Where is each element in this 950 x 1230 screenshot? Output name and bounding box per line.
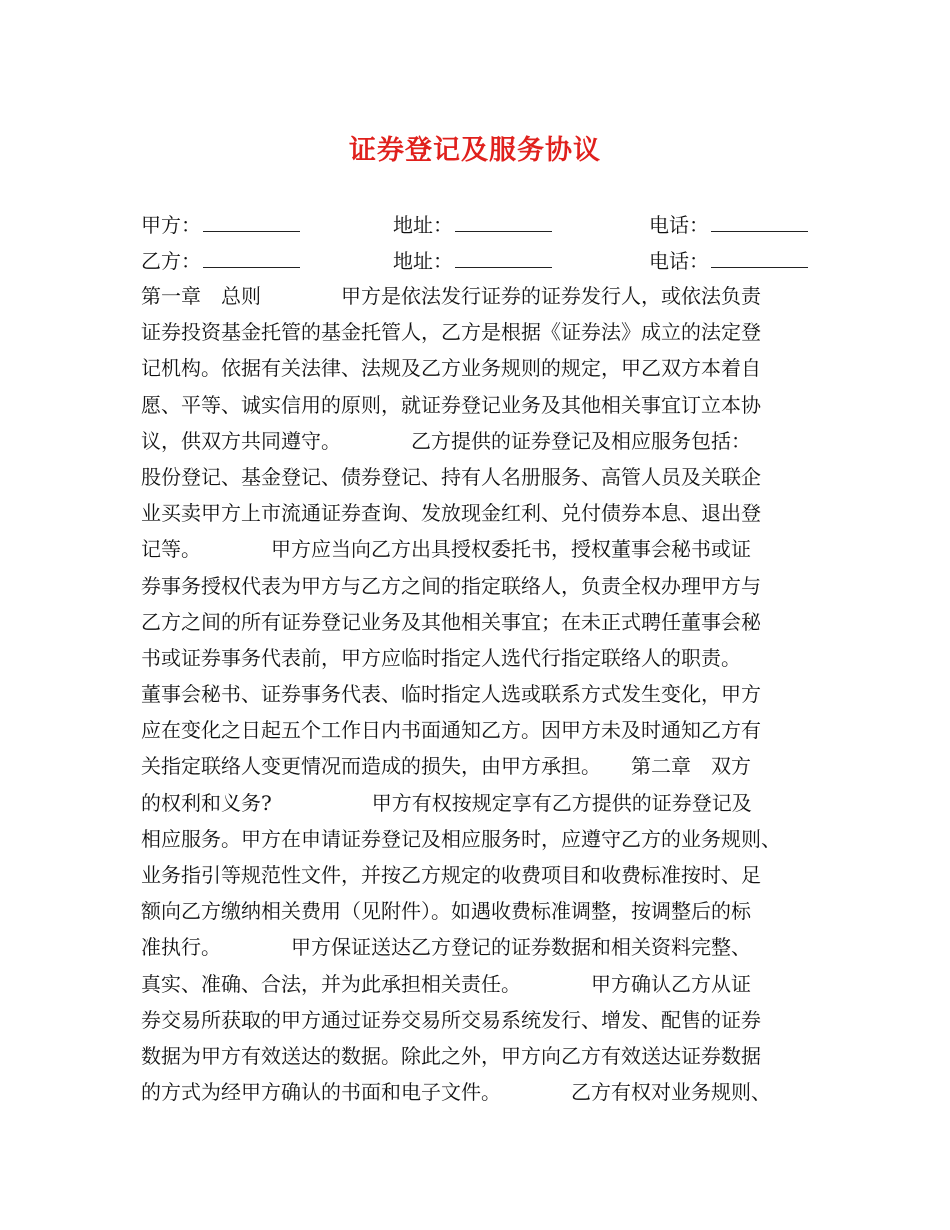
body-line: 数据为甲方有效送达的数据。除此之外，甲方向乙方有效送达证券数据 <box>141 1043 761 1068</box>
body-line: 关指定联络人变更情况而造成的损失，由甲方承担。 第二章 双方 <box>141 754 751 779</box>
party-a-phone-blank <box>711 206 808 232</box>
party-b-label: 乙方： <box>141 249 201 273</box>
body-line: 愿、平等、诚实信用的原则，就证券登记业务及其他相关事宜订立本协 <box>141 392 761 417</box>
body-line: 证券投资基金托管的基金托管人，乙方是根据《证券法》成立的法定登 <box>141 320 761 345</box>
party-b-phone-label: 电话： <box>649 249 709 273</box>
body-line: 准执行。 甲方保证送达乙方登记的证券数据和相关资料完整、 <box>141 935 751 960</box>
party-a-label: 甲方： <box>141 213 201 237</box>
party-b-phone-blank <box>711 242 808 268</box>
body-line: 券事务授权代表为甲方与乙方之间的指定联络人，负责全权办理甲方与 <box>141 573 761 598</box>
party-a-phone-label: 电话： <box>649 213 709 237</box>
body-line: 的方式为经甲方确认的书面和电子文件。 乙方有权对业务规则、 <box>141 1080 771 1105</box>
body-line: 业买卖甲方上市流通证券查询、发放现金红利、兑付债券本息、退出登 <box>141 501 761 526</box>
party-row-a <box>141 206 813 242</box>
body-line: 乙方之间的所有证券登记业务及其他相关事宜；在未正式聘任董事会秘 <box>141 609 761 634</box>
party-a-phone-field <box>649 206 808 243</box>
party-a-blank <box>203 206 300 232</box>
body-line: 应在变化之日起五个工作日内书面通知乙方。因甲方未及时通知乙方有 <box>141 718 761 743</box>
body-line: 券交易所获取的甲方通过证券交易所交易系统发行、增发、配售的证券 <box>141 1007 761 1032</box>
party-a-address-blank <box>455 206 552 232</box>
party-row-b <box>141 242 813 278</box>
party-b-address-label: 地址： <box>393 249 453 273</box>
body-line: 相应服务。甲方在申请证券登记及相应服务时，应遵守乙方的业务规则、 <box>141 826 781 851</box>
party-a-address-label: 地址： <box>393 213 453 237</box>
party-b-phone-field <box>649 242 808 279</box>
body-line: 书或证券事务代表前，甲方应临时指定人选代行指定联络人的职责。 <box>141 645 741 670</box>
body-line: 真实、准确、合法，并为此承担相关责任。 甲方确认乙方从证 <box>141 971 751 996</box>
body-line: 额向乙方缴纳相关费用（见附件）。如遇收费标准调整，按调整后的标 <box>141 899 751 924</box>
party-a-address-field <box>393 206 552 243</box>
agreement-body <box>141 278 813 1110</box>
body-line: 董事会秘书、证券事务代表、临时指定人选或联系方式发生变化，甲方 <box>141 682 761 707</box>
body-line: 记等。 甲方应当向乙方出具授权委托书，授权董事会秘书或证 <box>141 537 751 562</box>
body-line: 议，供双方共同遵守。 乙方提供的证券登记及相应服务包括： <box>141 428 751 453</box>
party-b-blank <box>203 242 300 268</box>
body-line: 第一章 总则 甲方是依法发行证券的证券发行人，或依法负责 <box>141 284 761 308</box>
party-b-address-blank <box>455 242 552 268</box>
document-title: 证券登记及服务协议 <box>349 135 601 166</box>
party-info-table <box>141 206 813 278</box>
body-line: 股份登记、基金登记、债券登记、持有人名册服务、高管人员及关联企 <box>141 464 761 489</box>
body-line: 记机构。依据有关法律、法规及乙方业务规则的规定，甲乙双方本着自 <box>141 356 761 381</box>
party-b-field <box>141 242 300 279</box>
body-line: 业务指引等规范性文件，并按乙方规定的收费项目和收费标准按时、足 <box>141 863 761 887</box>
body-line: 的权利和义务? 甲方有权按规定享有乙方提供的证券登记及 <box>141 790 752 815</box>
party-b-address-field <box>393 242 552 279</box>
party-a-field <box>141 206 300 243</box>
